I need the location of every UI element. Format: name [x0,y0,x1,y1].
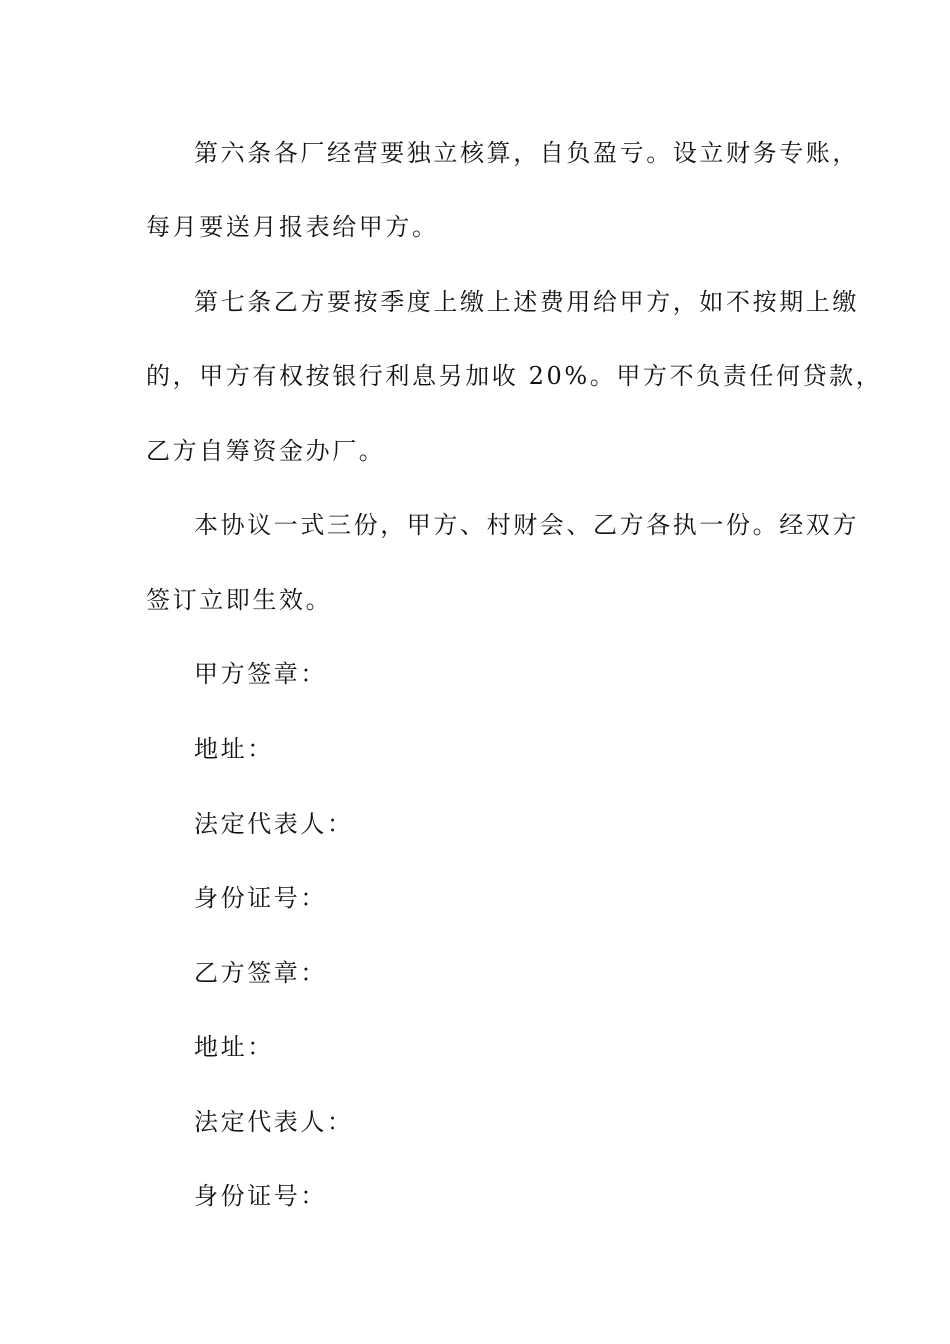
party-b-representative-label: 法定代表人： [194,1108,354,1136]
article-7-line-1: 第七条乙方要按季度上缴上述费用给甲方，如不按期上缴 [194,288,859,316]
article-6-line-1: 第六条各厂经营要独立核算，自负盈亏。设立财务专账， [194,139,859,167]
agreement-clause-line-2: 签订立即生效。 [146,586,333,614]
party-a-seal-label: 甲方签章： [194,660,327,688]
party-a-representative-label: 法定代表人： [194,810,354,838]
party-b-address-label: 地址： [194,1033,274,1061]
party-b-id-label: 身份证号： [194,1182,327,1210]
article-6-line-2: 每月要送月报表给甲方。 [146,213,439,241]
article-7-line-2: 的，甲方有权按银行利息另加收 20%。甲方不负责任何贷款， [146,362,883,390]
party-a-id-label: 身份证号： [194,884,327,912]
party-b-seal-label: 乙方签章： [194,959,327,987]
article-7-line-3: 乙方自筹资金办厂。 [146,437,386,465]
party-a-address-label: 地址： [194,735,274,763]
agreement-clause-line-1: 本协议一式三份，甲方、村财会、乙方各执一份。经双方 [194,511,859,539]
